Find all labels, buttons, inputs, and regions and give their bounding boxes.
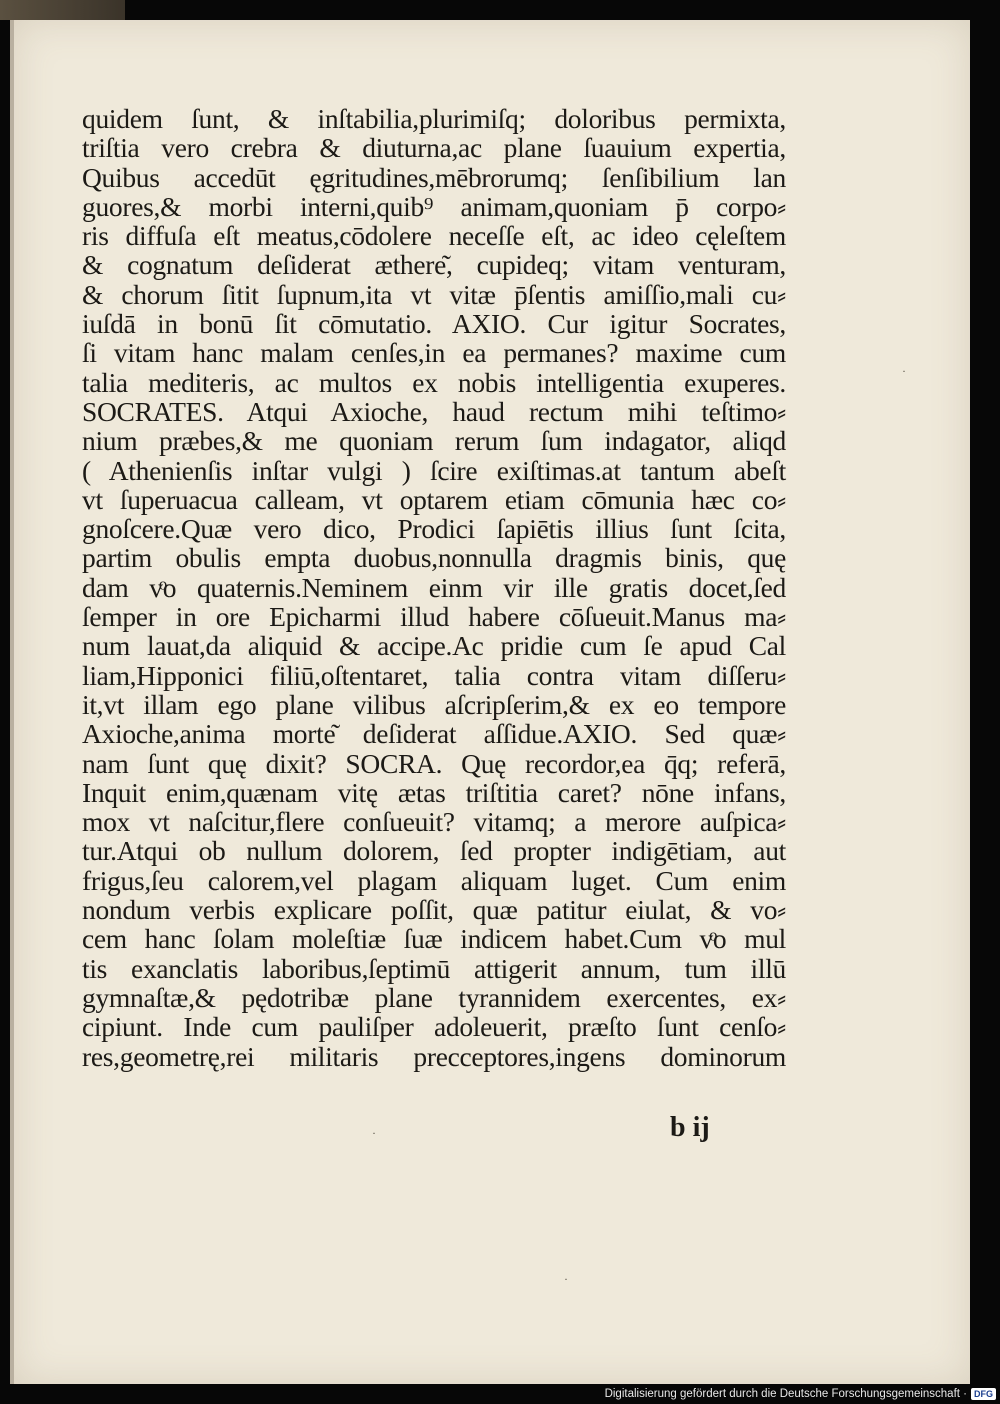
footer-credit-text: Digitalisierung gefördert durch die Deutsche Forschungsgemeinschaft ·: [604, 1388, 967, 1400]
text-line: num lauat,da aliquid & accipe.Ac pridie cum ſe apud Cal: [82, 630, 786, 662]
text-line: ris diffuſa eſt meatus,cōdolere neceſſe eſt, ac ideo cęleſtem: [82, 220, 786, 252]
text-line: it,vt illam ego plane vilibus aſcripſerim,& ex eo tempore: [82, 688, 786, 720]
text-line: partim obulis empta duobus,nonnulla dragmis binis, quę: [82, 542, 786, 574]
dfg-logo-icon: DFG: [971, 1388, 996, 1400]
text-line: cipiunt. Inde cum pauliſper adoleuerit, præſto ſunt cenſo⸗: [82, 1011, 786, 1043]
text-line: iuſdā in bonū ſit cōmutatio. AXIO. Cur igitur Socrates,: [82, 308, 786, 340]
text-line: triſtia vero crebra & diuturna,ac plane ſuauium expertia,: [82, 132, 786, 164]
text-line: ſi vitam hanc malam cenſes,in ea permanes? maxime cum: [82, 337, 786, 369]
text-line: mox vt naſcitur,flere conſueuit? vitamq; a merore auſpica⸗: [82, 806, 786, 838]
text-line: ſemper in ore Epicharmi illud habere cōſueuit.Manus ma⸗: [82, 601, 786, 633]
text-block: [82, 104, 786, 1071]
text-line: & chorum ſitit ſupnum,ita vt vitæ p̄ſentis amiſſio,mali cu⸗: [82, 278, 786, 310]
signature-mark: b ij: [670, 1112, 710, 1143]
text-line: nondum verbis explicare poſſit, quæ patitur eiulat, & vo⸗: [82, 894, 786, 926]
text-line: Quibus accedūt ęgritudines,mēbrorumq; ſenſibilium lan: [82, 161, 786, 193]
text-line: cem hanc ſolam moleſtiæ ſuæ indicem habet.Cum vͦo mul: [82, 923, 786, 955]
text-line: quidem ſunt, & inſtabilia,plurimiſq; doloribus permixta,: [82, 103, 786, 134]
text-line: vt ſuperuacua calleam, vt optarem etiam cōmunia hæc co⸗: [82, 483, 786, 515]
text-line: tis exanclatis laboribus,ſeptimū attigerit annum, tum illū: [82, 952, 786, 984]
text-line: frigus,ſeu calorem,vel plagam aliquam luget. Cum enim: [82, 864, 786, 896]
text-line: nium præbes,& me quoniam rerum ſum indagator, aliqd: [82, 425, 786, 457]
footer-credit: [605, 1388, 996, 1400]
text-line: ( Athenienſis inſtar vulgi ) ſcire exiſtimas.at tantum abeſt: [82, 454, 786, 486]
text-line: gymnaſtæ,& pędotribæ plane tyrannidem exercentes, ex⸗: [82, 981, 786, 1013]
text-line: Axioche,anima morte͂ deſiderat aſſidue.AXIO. Sed quæ⸗: [82, 718, 786, 750]
text-line: guores,& morbi interni,quib⁹ animam,quoniam p̄ corpo⸗: [82, 190, 786, 222]
text-line: talia mediteris, ac multos ex nobis intelligentia exuperes.: [82, 366, 786, 398]
ink-speck: ·: [902, 364, 906, 378]
text-line: dam vͦo quaternis.Neminem einm vir ille gratis docet,ſed: [82, 571, 786, 603]
text-line: Inquit enim,quænam vitę ætas triſtitia caret? nōne infans,: [82, 776, 786, 808]
ink-speck: ·: [564, 1272, 568, 1286]
text-line: res,geometrę,rei militaris precceptores,ingens dominorum: [82, 1040, 786, 1072]
text-line: & cognatum deſiderat æthere͂, cupideq; vitam venturam,: [82, 249, 786, 281]
text-line: tur.Atqui ob nullum dolorem, ſed propter indigētiam, aut: [82, 835, 786, 867]
scan-edge-tab: [0, 0, 125, 20]
text-line: nam ſunt quę dixit? SOCRA. Quę recordor,ea q̄q; referā,: [82, 747, 786, 779]
ink-speck: ·: [372, 1126, 376, 1140]
text-line: liam,Hipponici filiū,oſtentaret, talia contra vitam diſſeru⸗: [82, 659, 786, 691]
text-line: SOCRATES. Atqui Axioche, haud rectum mihi teſtimo⸗: [82, 395, 786, 427]
text-line: gnoſcere.Quæ vero dico, Prodici ſapiētis illius ſunt ſcita,: [82, 513, 786, 545]
